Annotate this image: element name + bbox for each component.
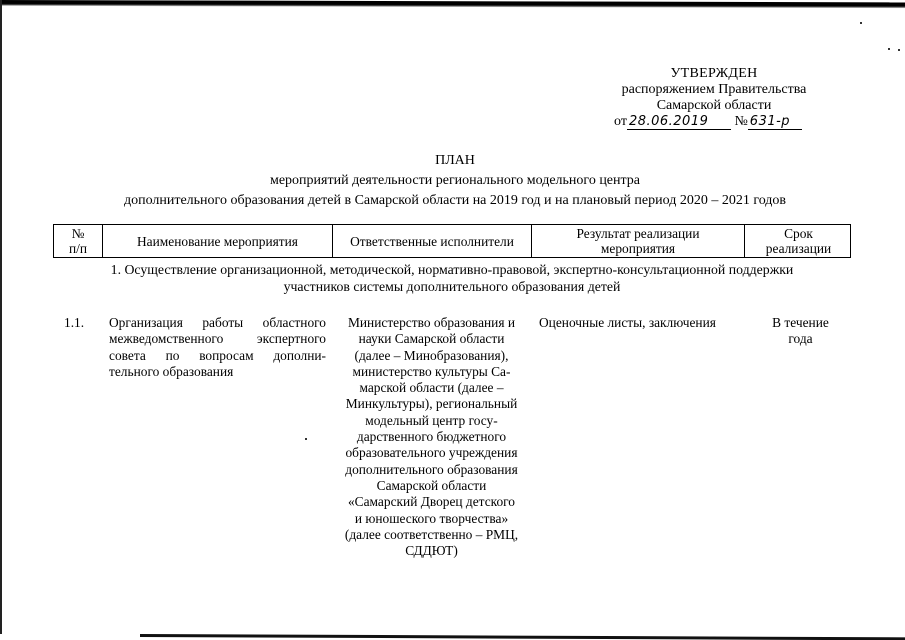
header-responsible bbox=[333, 225, 532, 257]
header-number-line-2: п/п bbox=[68, 241, 88, 256]
responsible-line: марской области (далее – bbox=[359, 380, 504, 396]
header-result-line-1: Результат реализации bbox=[576, 226, 700, 241]
responsible-line: министерство культуры Са- bbox=[352, 363, 511, 379]
plan-table bbox=[53, 224, 851, 559]
responsible-line: (далее соответственно – РМЦ, bbox=[344, 526, 519, 542]
row-number: 1.1. bbox=[64, 315, 85, 330]
header-event-name-label: Наименование мероприятия bbox=[137, 234, 298, 249]
approval-line-1: распоряжением Правительства bbox=[621, 82, 807, 97]
section-title-line-1: 1. Осуществление организационной, методической, нормативно-правовой, экспертно-консультационной поддержки bbox=[110, 262, 794, 277]
scan-edge-bottom bbox=[140, 634, 905, 640]
plan-subtitle-line-1: мероприятий деятельности регионального модельного центра bbox=[269, 173, 641, 188]
responsible-line: Министерство образования и bbox=[347, 315, 516, 330]
responsible-line: «Самарский Дворец детского bbox=[347, 494, 516, 510]
handwritten-number: 631-р bbox=[748, 115, 802, 130]
event-name-line: Организация работы областного bbox=[109, 315, 326, 330]
header-responsible-label: Ответственные исполнители bbox=[350, 234, 514, 249]
term-line-1: В течение bbox=[772, 315, 829, 330]
header-event-name bbox=[103, 225, 333, 257]
approval-line-2: Самарской области bbox=[656, 98, 772, 113]
number-prefix: № bbox=[734, 114, 748, 129]
responsible-line: дополнительного образования bbox=[345, 461, 518, 477]
section-title bbox=[53, 258, 851, 295]
responsible-line: (далее – Минобразования), bbox=[354, 347, 509, 363]
responsible-line: модельный центр госу- bbox=[365, 412, 498, 428]
table-header-row bbox=[53, 224, 851, 258]
term-line-2: года bbox=[788, 331, 813, 347]
responsible-line: СДДЮТ) bbox=[405, 543, 458, 559]
header-term-line-1: Срок bbox=[784, 226, 813, 241]
section-title-line-2: участников системы дополнительного образования детей bbox=[283, 279, 621, 294]
responsible-line: Минкультуры), региональный bbox=[345, 396, 518, 412]
responsible-line: дарственного бюджетного bbox=[356, 429, 507, 445]
responsible-line: образовательного учреждения bbox=[345, 445, 518, 461]
responsible-line: и юношеского творчества» bbox=[354, 510, 509, 526]
approval-block bbox=[604, 66, 824, 130]
table-row bbox=[53, 315, 851, 559]
row-result: Оценочные листы, заключения bbox=[539, 315, 716, 330]
responsible-line: науки Самарской области bbox=[358, 331, 505, 347]
header-number-line-1: № bbox=[71, 226, 85, 241]
scan-edge-top bbox=[0, 0, 905, 8]
plan-subtitle-line-2: дополнительного образования детей в Самарской области на 2019 год и на плановый период 2020 – 2021 годов bbox=[123, 193, 787, 208]
scan-speck bbox=[860, 22, 862, 24]
row-event-name bbox=[102, 315, 332, 559]
date-prefix: от bbox=[614, 114, 627, 129]
header-term-line-2: реализации bbox=[765, 241, 832, 256]
scan-speck bbox=[898, 49, 900, 51]
event-name-line: тельного образования bbox=[109, 363, 234, 379]
handwritten-date: 28.06.2019 bbox=[627, 115, 731, 130]
approval-title: УТВЕРЖДЕН bbox=[670, 66, 758, 81]
header-result-line-2: мероприятия bbox=[600, 241, 676, 256]
event-name-line: совета по вопросам дополни- bbox=[109, 347, 326, 363]
responsible-line: Самарской области bbox=[376, 477, 487, 493]
approval-date-number-line bbox=[614, 114, 824, 130]
plan-heading bbox=[60, 151, 850, 211]
event-name-line: межведомственного экспертного bbox=[109, 331, 326, 347]
header-number bbox=[54, 225, 103, 257]
scan-speck bbox=[888, 48, 890, 50]
row-responsible bbox=[332, 315, 531, 559]
header-result bbox=[532, 225, 745, 257]
header-term bbox=[745, 225, 852, 257]
plan-title: ПЛАН bbox=[435, 153, 475, 168]
row-term bbox=[744, 315, 851, 559]
scan-edge-left bbox=[0, 0, 2, 634]
